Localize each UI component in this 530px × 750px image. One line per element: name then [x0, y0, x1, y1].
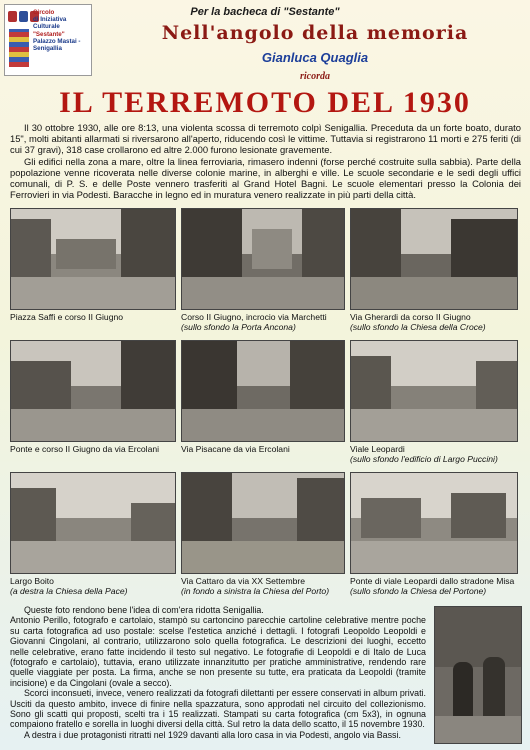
logo-line: di Iniziativa [33, 16, 67, 24]
caption-text: Piazza Saffi e corso II Giugno [10, 312, 124, 322]
caption-text: Via Gherardi da corso II Giugno [350, 312, 471, 322]
bacheca-subtitle: Per la bacheca di "Sestante" [190, 6, 340, 18]
photo-caption [10, 312, 176, 322]
caption-text: Ponte di viale Leopardi dallo stradone Misa [350, 576, 515, 586]
caption-text: Ponte e corso II Giugno da via Ercolani [10, 444, 160, 454]
caption-text: Via Pisacane da via Ercolani [181, 444, 290, 454]
photo-siblings-portrait [434, 606, 522, 744]
logo-line: Culturale [33, 23, 60, 31]
logo-subline: Palazzo Mastai - Senigallia [33, 37, 81, 53]
photo-ponte-misa [350, 472, 518, 574]
logo-line: "Sestante" [33, 30, 65, 38]
caption-text: Via Cattaro da via XX Settembre [181, 576, 306, 586]
ricorda-label: ricorda [300, 71, 330, 82]
photo-caption [10, 576, 176, 597]
outro-paragraph: A destra i due protagonisti ritratti nel 1929 davanti alla loro casa in via Podesti, angolo via Bassi. [24, 729, 401, 740]
caption-sub: (sullo sfondo la Chiesa del Portone) [350, 586, 487, 597]
caption-sub: (sullo sfondo la Porta Ancona) [181, 322, 296, 333]
photo-caption [181, 444, 347, 454]
author-name: Gianluca Quaglia [261, 50, 369, 65]
intro-paragraph: Il 30 ottobre 1930, alle ore 8:13, una violenta scossa di terremoto colpì Senigallia. Preceduta da un forte boato, durato 15", molti abitanti allarmati si riversarono all'aperto, riducendo così le vittime. Tuttavia si registrarono 11 morti e 275 feriti (di cui 37 gravi), 318 case crollarono ed altre 2.000 furono lesionate gravemente. [10, 122, 521, 156]
caption-sub: (in fondo a sinistra la Chiesa del Porto) [181, 586, 330, 597]
photo-ponte-ercolani [10, 340, 176, 442]
logo-line: Circolo [33, 9, 55, 16]
intro-text [10, 122, 521, 200]
photo-caption [350, 312, 520, 333]
page-title: IL TERREMOTO DEL 1930 [59, 86, 471, 119]
photo-piazza-saffi [10, 208, 176, 310]
caption-text: Largo Boito [10, 576, 54, 586]
photo-via-gherardi [350, 208, 518, 310]
section-title: Nell'angolo della memoria [161, 22, 469, 44]
photo-caption [181, 576, 347, 597]
intro-paragraph: Gli edifici nella zona a mare, oltre la linea ferroviaria, rimasero indenni (forse perché costruite sulla sabbia). Parte della popolazione venne ricoverata nelle diverse colonie marine, in alberghi e ville. Le scuole secondarie e le sedi degli uffici comunali, di P. S. e delle Poste vennero trasferiti al Grand Hotel Bagni. Le scuole elementari presso la Colonia dei Ferrovieri in via Podesti. Baracche in legno ed in muratura venero realizzate in più parti della città. [10, 155, 521, 201]
mosaic-tile-icon [9, 29, 29, 67]
photo-corso-marchetti [181, 208, 345, 310]
photo-caption [350, 576, 520, 597]
caption-sub: (sullo sfondo l'edificio di Largo Puccini) [350, 454, 498, 465]
outro-paragraph: Antonio Perillo, fotografo e cartolaio, stampò su cartoncino parecchie cartoline celebrative mentre poche su carta fotografica ad uso postale: scelse l'estetica anziché i dettagli. I fotografi Leopoldo Leopoldi e Giovanni Cingolani, al contrario, utilizzarono solo quella fotografica. Le descrizioni dei luoghi, eccetto nelle celebrative, erano fatte incidendo il testo sul negativo. Le fotografie di Leopoldi e di Italo de Luca (fotografo e cartolaio), tuttavia, erano utilizzate innanzitutto per pratiche amministrative, rendendo rare quelle viaggiate per posta. La firma, anche se non presente su tutte, era praticata da Leopoldi (tramite incisione) e da Cingolani (ovale a secco). [10, 615, 426, 688]
photo-via-pisacane [181, 340, 345, 442]
photo-viale-leopardi [350, 340, 518, 442]
photo-via-cattaro [181, 472, 345, 574]
photo-caption [10, 444, 176, 454]
photo-caption [350, 444, 520, 465]
photo-largo-boito [10, 472, 176, 574]
caption-sub: (a destra la Chiesa della Pace) [10, 586, 128, 597]
outro-paragraph: Queste foto rendono bene l'idea di com'era ridotta Senigallia. [24, 605, 264, 615]
outro-text [10, 605, 426, 740]
caption-text: Corso II Giugno, incrocio via Marchetti [181, 312, 327, 322]
caption-text: Viale Leopardi [350, 444, 405, 454]
caption-sub: (sullo sfondo la Chiesa della Croce) [350, 322, 486, 333]
photo-caption [181, 312, 347, 333]
outro-paragraph: Scorci inconsueti, invece, venero realizzati da fotografi dilettanti per essere conservati in album privati. Usciti da questo ambito, invece di finire nella spazzatura, sono approdati nel circuito del collezionismo. Sono gli scatti qui proposti, scelti tra i 15 realizzati. Stampati su carta fotografica (cm 5x3), in ognuna compaiono fratello e sorella in luoghi diversi della città. Sul retro la data dello scatto, il 15 novembre 1930. [10, 688, 426, 730]
